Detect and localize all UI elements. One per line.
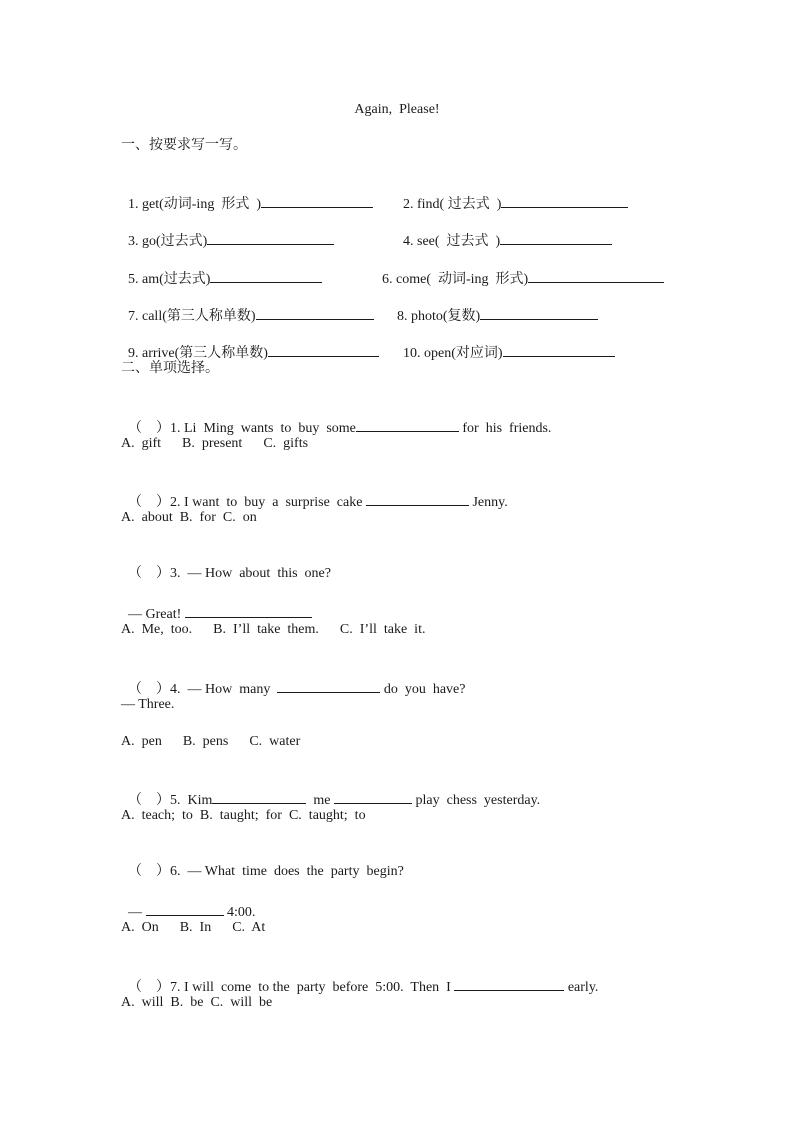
answer-blank[interactable] [366,490,469,506]
fill-item-1-label: 1. get(动词-ing 形式 ) [128,197,261,212]
answer-blank[interactable] [334,788,412,804]
answer-paren-close[interactable]: ） [156,980,170,995]
answer-paren-close[interactable]: ） [156,864,170,879]
fill-item-8-label: 8. photo(复数) [397,309,481,324]
question-5-text-end: play chess yesterday. [415,793,541,808]
fill-item-1 [121,174,373,214]
question-7 [121,957,598,997]
answer-paren-open[interactable]: （ [128,566,142,581]
question-2-text: 2. I want to buy a surprise cake [170,495,363,510]
answer-paren-open[interactable]: （ [128,421,142,436]
question-7-text: 7. I will come to the party before 5:00. Then I [170,980,451,995]
question-4-text: 4. — How many [170,682,271,697]
question-4-text-end: do you have? [383,682,466,697]
answer-blank[interactable] [210,267,322,283]
fill-item-4 [396,211,612,251]
question-4-options: A. pen B. pens C. water [121,734,301,749]
answer-blank[interactable] [277,677,380,693]
fill-item-9-label: 9. arrive(第三人称单数) [128,346,268,361]
answer-paren-open[interactable]: （ [128,495,142,510]
answer-paren-close[interactable]: ） [156,793,170,808]
fill-item-5-label: 5. am(过去式) [128,272,211,287]
fill-item-6 [375,249,664,289]
fill-item-4-label: 4. see( 过去式 ) [403,234,501,249]
section-2-heading: 二、单项选择。 [121,361,219,376]
fill-item-2-label: 2. find( 过去式 ) [403,197,502,212]
fill-item-7-label: 7. call(第三人称单数) [128,309,256,324]
fill-item-9 [121,323,379,363]
question-5-options: A. teach; to B. taught; for C. taught; to [121,808,366,823]
section-1-heading: 一、按要求写一写。 [121,138,247,153]
question-4-answer: — Three. [121,697,175,712]
answer-blank[interactable] [185,602,312,618]
question-1-options: A. gift B. present C. gifts [121,436,309,451]
answer-paren-open[interactable]: （ [128,682,142,697]
fill-item-2 [396,174,628,214]
question-6-answer-time: 4:00. [227,905,256,920]
question-3 [121,547,331,583]
answer-blank[interactable] [500,229,612,245]
answer-blank[interactable] [503,341,615,357]
question-2-options: A. about B. for C. on [121,510,257,525]
question-7-options: A. will B. be C. will be [121,995,273,1010]
answer-paren-close[interactable]: ） [156,566,170,581]
question-6-answer [121,882,255,922]
question-7-text-end: early. [567,980,599,995]
fill-item-8 [390,286,598,326]
fill-item-10-label: 10. open(对应词) [403,346,503,361]
question-6-text: 6. — What time does the party begin? [170,864,404,879]
answer-blank[interactable] [480,304,598,320]
question-5-text-mid: me [313,793,331,808]
question-1-text-end: for his friends. [462,421,552,436]
fill-item-5 [121,249,322,289]
question-3-options: A. Me, too. B. I’ll take them. C. I’ll take it. [121,622,426,637]
question-6-answer-dash: — [128,905,142,920]
question-2 [121,472,508,512]
answer-blank[interactable] [146,900,224,916]
question-3-text: 3. — How about this one? [170,566,331,581]
answer-paren-open[interactable]: （ [128,793,142,808]
question-6 [121,845,404,881]
answer-blank[interactable] [212,788,306,804]
answer-blank[interactable] [356,416,459,432]
answer-blank[interactable] [261,192,373,208]
answer-blank[interactable] [501,192,628,208]
answer-paren-open[interactable]: （ [128,980,142,995]
answer-blank[interactable] [528,267,664,283]
question-5 [121,770,540,810]
question-1-text: 1. Li Ming wants to buy some [170,421,356,436]
fill-item-3-label: 3. go(过去式) [128,234,208,249]
question-3-answer-text: — Great! [128,607,182,622]
question-3-answer [121,584,312,624]
fill-item-3 [121,211,334,251]
fill-item-10 [396,323,615,363]
question-5-text: 5. Kim [170,793,213,808]
answer-paren-close[interactable]: ） [156,682,170,697]
question-2-text-end: Jenny. [472,495,508,510]
question-1 [121,398,551,438]
fill-item-6-label: 6. come( 动词-ing 形式) [382,272,529,287]
page-title: Again, Please! [354,102,440,117]
question-4 [121,659,465,699]
fill-item-7 [121,286,374,326]
answer-paren-close[interactable]: ） [156,421,170,436]
answer-blank[interactable] [268,341,379,357]
answer-blank[interactable] [256,304,374,320]
question-6-options: A. On B. In C. At [121,920,266,935]
answer-paren-close[interactable]: ） [156,495,170,510]
answer-blank[interactable] [454,975,564,991]
answer-paren-open[interactable]: （ [128,864,142,879]
answer-blank[interactable] [207,229,334,245]
